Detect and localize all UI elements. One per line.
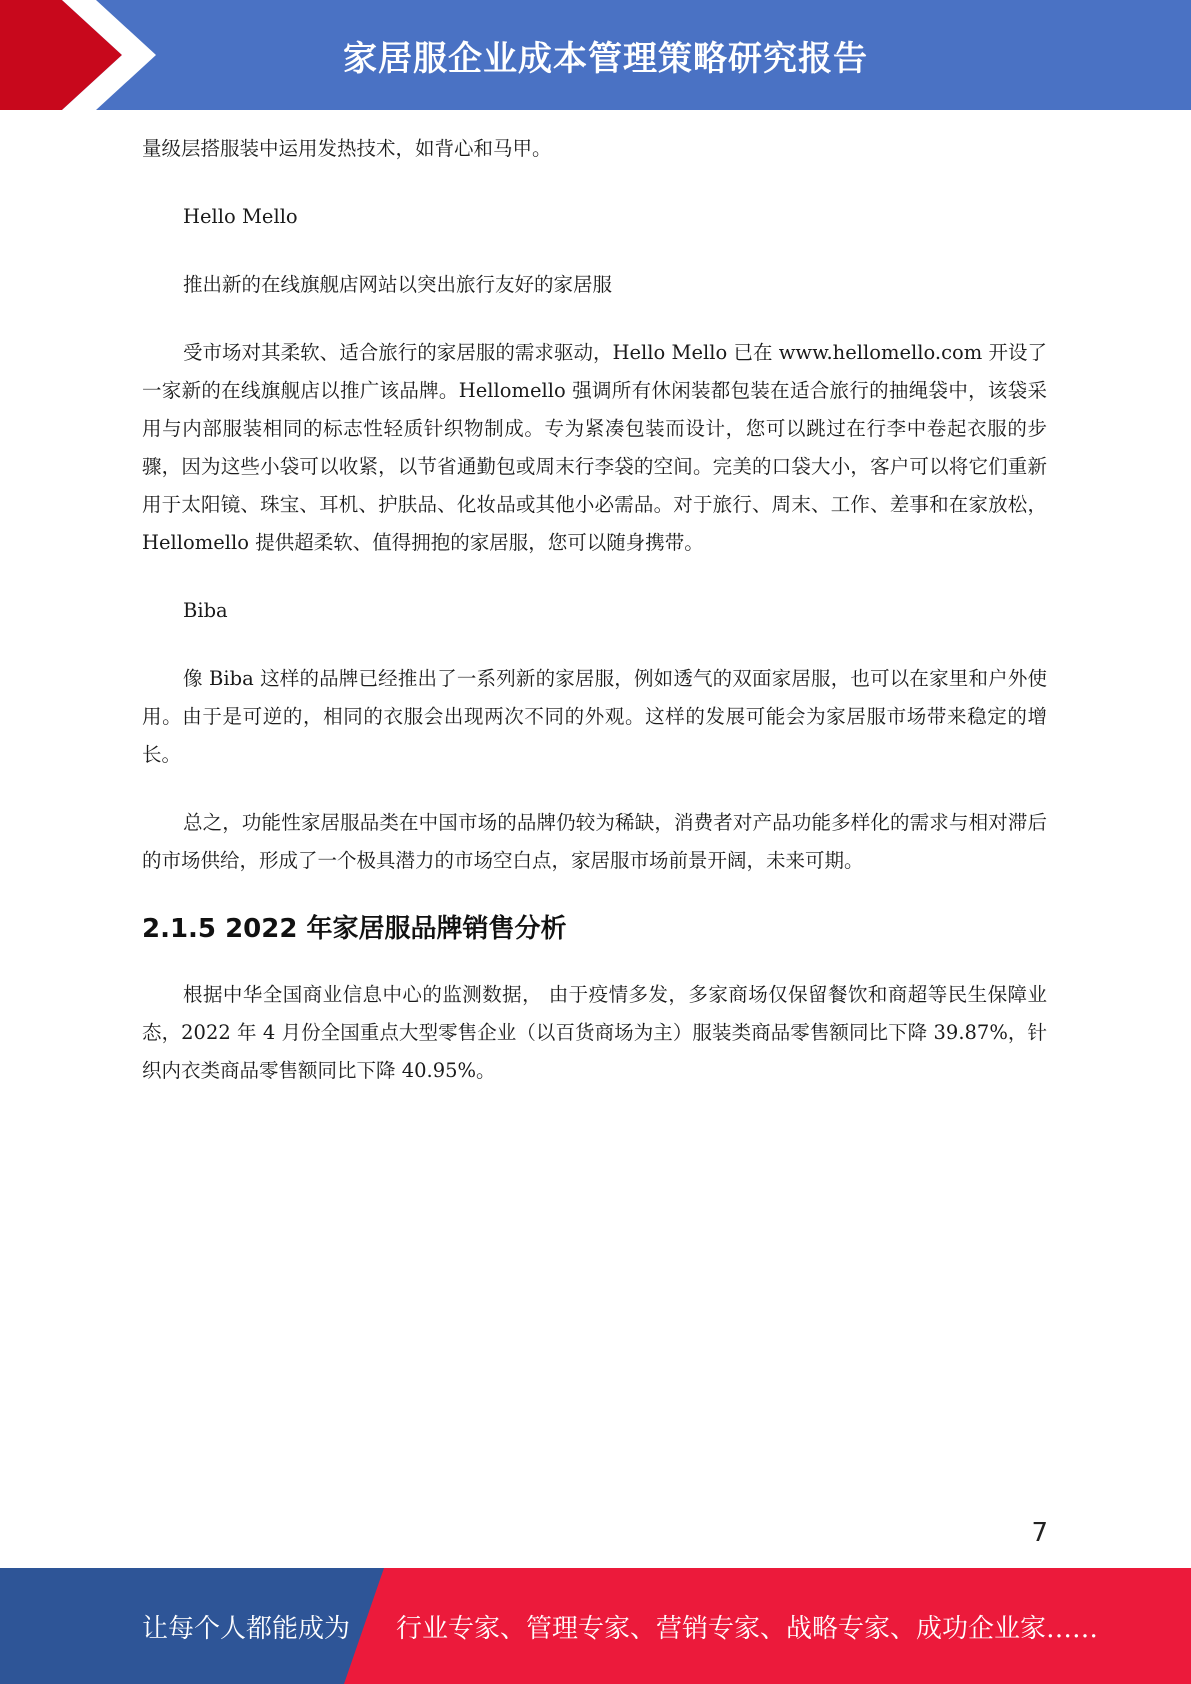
body-paragraph: 量级层搭服装中运用发热技术，如背心和马甲。 <box>142 137 552 160</box>
brand-name-line: Biba <box>183 599 228 622</box>
body-paragraph: 像 Biba 这样的品牌已经推出了一系列新的家居服，例如透气的双面家居服，也可以在家里和户外使用。由于是可逆的，相同的衣服会出现两次不同的外观。这样的发展可能会为家居服市场带来稳定的增长。 <box>142 667 1047 766</box>
footer-slogan-left: 让每个人都能成为 <box>142 1613 351 1644</box>
footer-slogan-right: 行业专家、管理专家、营销专家、战略专家、成功企业家…… <box>396 1613 1099 1644</box>
brand-name-line: Hello Mello <box>183 205 298 228</box>
body-paragraph: 总之，功能性家居服品类在中国市场的品牌仍较为稀缺，消费者对产品功能多样化的需求与相对滞后的市场供给，形成了一个极具潜力的市场空白点，家居服市场前景开阔，未来可期。 <box>142 811 1047 872</box>
page-number: 7 <box>1031 1518 1048 1548</box>
section-heading: 2.1.5 2022 年家居服品牌销售分析 <box>142 914 567 944</box>
body-paragraph: 根据中华全国商业信息中心的监测数据， 由于疫情多发，多家商场仅保留餐饮和商超等民生保障业态，2022 年 4 月份全国重点大型零售企业（以百货商场为主）服装类商品零售额同比下降 39.87%，针织内衣类商品零售额同比下降 40.95%。 <box>142 983 1047 1082</box>
body-paragraph: 推出新的在线旗舰店网站以突出旅行友好的家居服 <box>183 273 613 296</box>
page-footer <box>0 1568 1191 1684</box>
document-title: 家居服企业成本管理策略研究报告 <box>343 38 868 79</box>
page-header <box>0 0 1191 110</box>
document-body <box>142 130 1047 1120</box>
body-paragraph: 受市场对其柔软、适合旅行的家居服的需求驱动，Hello Mello 已在 www.hellomello.com 开设了一家新的在线旗舰店以推广该品牌。Hellomello 强调所有休闲装都包装在适合旅行的抽绳袋中，该袋采用与内部服装相同的标志性轻质针织物制成。专为紧凑包装而设计，您可以跳过在行李中卷起衣服的步骤，因为这些小袋可以收紧，以节省通勤包或周末行李袋的空间。完美的口袋大小，客户可以将它们重新用于太阳镜、珠宝、耳机、护肤品、化妆品或其他小必需品。对于旅行、周末、工作、差事和在家放松，Hellomello 提供超柔软、值得拥抱的家居服，您可以随身携带。 <box>142 341 1047 554</box>
